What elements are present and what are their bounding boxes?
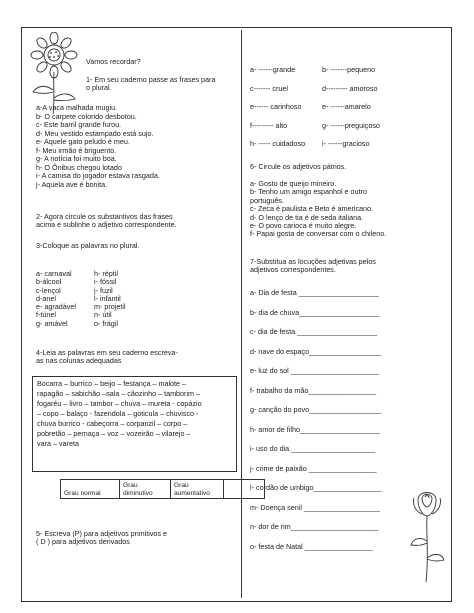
table-header-normal: Grau normal	[61, 480, 120, 499]
adjective-pair-item: a- ------grande	[250, 65, 296, 74]
patrio-sentence: c- Zeca é paulista e Beto é americano.	[250, 204, 374, 214]
plural-word: g- amável	[36, 318, 68, 328]
locucao-item: m- Doença senil ___________________	[250, 502, 380, 512]
question-4	[36, 349, 178, 366]
sentence-item: c- Este barril grande furou.	[36, 120, 122, 129]
locucao-item: g- canção do povo__________________	[250, 405, 382, 414]
word-box-line: Bocarra – burrico – beijo – festança – malote –	[37, 379, 187, 388]
adjective-pair-item: g- ------preguiçoso	[322, 120, 380, 130]
sentence-item: g- A notícia foi muito boa.	[36, 154, 117, 163]
question-1-line-1: 1- Em seu caderno passe as frases para	[86, 75, 216, 84]
patrio-sentence: b- Tenho um amigo espanhol e outro	[250, 187, 367, 197]
patrio-sentence: f- Papai gosta de conversar com o chileno.	[250, 229, 387, 239]
adjective-pair-item: i- ------gracioso	[322, 139, 370, 149]
question-1	[86, 76, 215, 93]
plural-word: a- carnaval	[36, 269, 72, 278]
patrio-sentence: d- O lenço de tia é de seda italiana.	[250, 212, 364, 222]
adjective-pair-item: f--------- alto	[250, 120, 288, 130]
locucao-item: j- crime de paixão _________________	[250, 463, 377, 473]
plural-word: n- útil	[94, 310, 112, 320]
page-title: Vamos recordar?	[86, 57, 141, 66]
plural-word: m- projetil	[94, 302, 126, 312]
sentence-item: f- Meu irmão é briguento.	[36, 145, 117, 155]
adjective-pair-item: h- ----- cuidadoso	[250, 139, 306, 149]
adjective-pair-item: c------- cruel	[250, 83, 288, 93]
word-box-line: fogaréu – livro – tambor – chuva – mureta - copázio	[37, 399, 202, 408]
plural-word: e- agradável	[36, 302, 76, 312]
word-box	[32, 376, 237, 472]
column-divider	[241, 30, 242, 598]
plural-word: f-túnel	[36, 310, 56, 320]
patrios-list	[250, 180, 386, 239]
locucoes-list	[250, 288, 381, 561]
table-row	[61, 480, 265, 499]
adjective-pairs	[250, 65, 402, 158]
rose-illustration	[408, 486, 446, 584]
plural-word: i- fóssil	[94, 277, 117, 287]
question-3: 3-Coloque as palavras no plural.	[36, 241, 140, 250]
adjective-pair-item: d--------- amoroso	[322, 83, 378, 93]
word-box-line: pobretão – pernaça – voz – vozeirão – vilarejo –	[37, 429, 191, 438]
sentence-item: b- O carpete colorido desbotou.	[36, 111, 137, 121]
sentence-item: j- Aquela ave é bonita.	[36, 179, 108, 189]
table-header-augmentative: Grau aumentativo	[171, 480, 224, 499]
adjective-pair-item: b- -------pequeno	[322, 65, 376, 74]
word-box-line: rapagão – sabichão –sala – cãozinho – tamborim –	[37, 389, 201, 398]
word-box-line: chuva burrico - cabeçorra – corpanzil – corpo –	[37, 419, 188, 428]
adjective-pair-item: e------ carinhoso	[250, 102, 302, 112]
locucao-item: n- dor de rim______________________	[250, 522, 379, 531]
locucao-item: e- luz do sol ______________________	[250, 366, 379, 375]
degree-table	[60, 479, 265, 499]
question-1-line-2: o plural.	[86, 83, 112, 93]
sentence-item: i- A camisa do jogador estava rasgada.	[36, 171, 160, 180]
word-box-line: vara – vareta	[37, 439, 79, 448]
question-5-line-1: 5- Escreva (P) para adjetivos primitivos e	[36, 529, 168, 538]
locucao-item: l- cordão de umbigo_________________	[250, 483, 382, 492]
question-5	[36, 530, 167, 547]
plural-word: j- fuzil	[94, 285, 113, 295]
sentence-item: h- O Ônibus chegou lotado	[36, 162, 122, 172]
sentence-item: e- Aquele gato peludo é meu.	[36, 137, 130, 146]
question-4-line-2: as nas colunas adequadas	[36, 356, 122, 366]
patrio-sentence: a- Gosto de queijo mineiro.	[250, 179, 337, 188]
question-7-line-2: adjetivos correspondentes.	[250, 265, 336, 275]
sentence-list	[36, 104, 160, 189]
sentence-item: d- Meu vestido estampado está sujo.	[36, 128, 154, 138]
word-box-line: – copo – balaço - fazendola – goticula – chuvisco -	[37, 409, 199, 418]
plural-word: b-álcool	[36, 277, 62, 287]
locucao-item: a- Dia de festa ____________________	[250, 288, 379, 297]
locucao-item: c- dia de festa ____________________	[250, 327, 378, 336]
plural-word-list	[36, 270, 174, 328]
locucao-item: d- nave do espaço__________________	[250, 346, 382, 356]
question-4-line-1: 4-Leia as palavras em seu caderno escreva-	[36, 348, 178, 357]
plural-word: l- infantil	[94, 293, 121, 303]
adjective-pair-item: e- ------amarelo	[322, 102, 371, 112]
question-5-line-2: ( D ) para adjetivos derivados	[36, 537, 130, 547]
table-header-diminutive: Grau diminutivo	[120, 480, 171, 499]
plural-word: c-lençol	[36, 285, 61, 295]
patrio-sentence: e- O povo carioca é muito alegre.	[250, 221, 357, 231]
question-2	[36, 213, 177, 230]
question-7-line-1: 7-Substitua as locuções adjetivas pelos	[250, 257, 376, 266]
plural-word: o- frágil	[94, 318, 118, 328]
question-2-line-1: 2- Agora circule os substantivos das frases	[36, 212, 173, 221]
locucao-item: h- amor de filho____________________	[250, 424, 380, 434]
locucao-item: i- uso do dia _____________________	[250, 444, 376, 453]
locucao-item: o- festa de Natal _________________	[250, 541, 373, 551]
plural-word: d-anel	[36, 293, 56, 303]
plural-word: h- réptil	[94, 269, 118, 278]
locucao-item: b- dia de chuva____________________	[250, 307, 380, 317]
patrio-sentence: português.	[250, 195, 284, 205]
sentence-item: a-A vaca malhada mugiu.	[36, 103, 118, 112]
question-6: 6- Circule os adjetivos pátrios.	[250, 162, 347, 171]
question-7	[250, 258, 376, 275]
question-2-line-2: acima e sublinhe o adjetivo correspondente.	[36, 220, 177, 230]
locucao-item: f- trabalho da mão_________________	[250, 385, 377, 395]
